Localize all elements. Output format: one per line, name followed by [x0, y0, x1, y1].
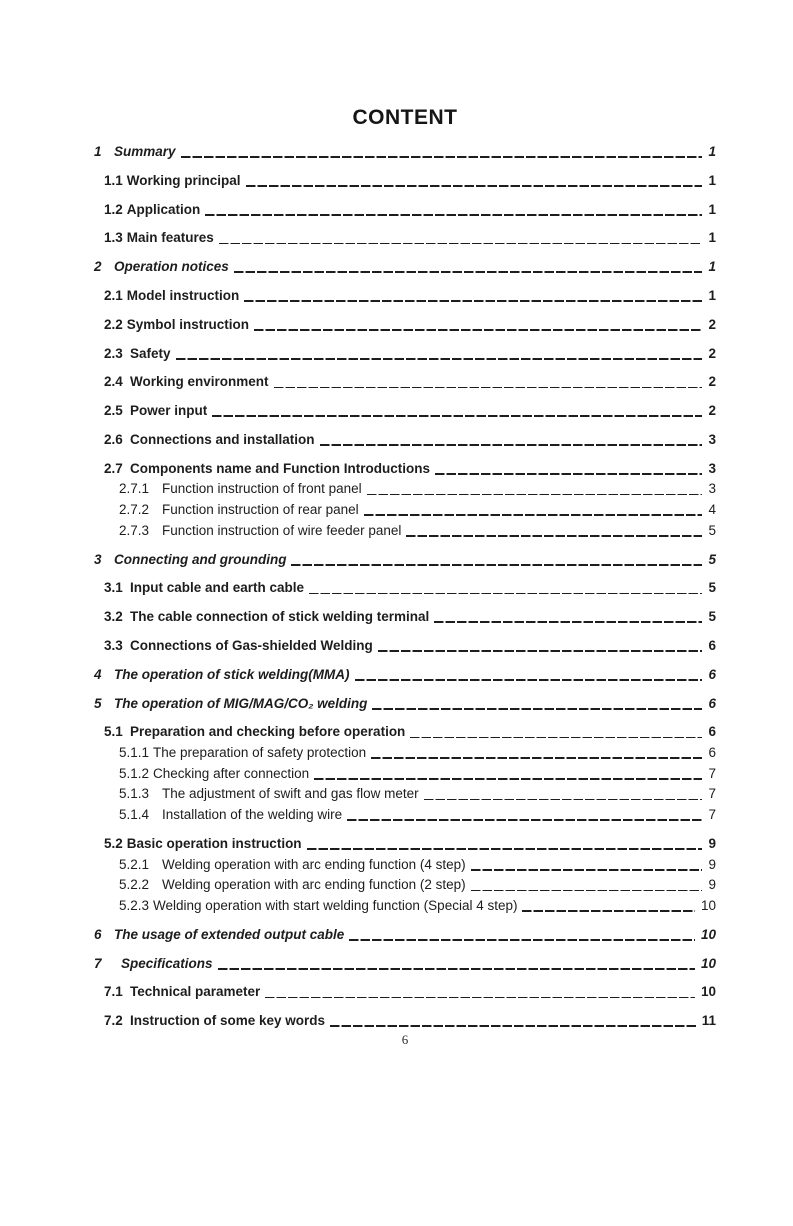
toc-entry	[0, 578, 793, 598]
toc-entry-label: Main features	[126, 230, 214, 246]
toc-entry-page: 5	[708, 580, 716, 596]
toc-entry-label: The operation of MIG/MAG/CO₂ welding	[114, 695, 368, 711]
leader-line	[471, 890, 703, 892]
toc-entry-page: 5	[708, 609, 716, 625]
toc-entry-label: Checking after connection	[153, 765, 310, 781]
leader-line	[234, 271, 703, 273]
toc-entry-number: 2	[94, 259, 102, 275]
leader-line	[309, 593, 702, 595]
toc-entry-number: 2.7.2	[119, 502, 150, 518]
leader-line	[218, 968, 695, 970]
toc-entry-number: 1.3	[104, 230, 123, 246]
toc-entry-label: Function instruction of rear panel	[162, 502, 359, 518]
toc-entry-page: 2	[708, 403, 716, 419]
toc-entry-number: 2.4	[104, 374, 123, 390]
leader-line	[364, 514, 703, 516]
toc-entry-page: 11	[701, 1013, 716, 1029]
toc-entry-page: 3	[708, 431, 716, 447]
leader-line	[372, 708, 702, 710]
leader-line	[355, 679, 703, 681]
toc-entry	[0, 764, 793, 784]
toc-entry-number: 7.2	[104, 1013, 123, 1029]
toc-entry-label: Summary	[114, 144, 176, 159]
toc-entry-number: 5.1.1	[119, 745, 150, 761]
toc-entry-page: 10	[700, 926, 716, 942]
toc-entry	[0, 372, 793, 392]
toc-entry-number: 5.1	[104, 724, 123, 740]
toc-entry	[0, 954, 793, 974]
leader-line	[291, 564, 702, 566]
toc-entry-label: Model instruction	[126, 287, 240, 303]
toc-entry	[0, 315, 793, 335]
toc-entry-page: 6	[708, 666, 716, 682]
toc-entry-number: 4	[94, 666, 102, 682]
leader-line	[347, 819, 702, 821]
toc-entry	[0, 743, 793, 763]
toc-entry-label: The preparation of safety protection	[153, 745, 367, 761]
toc-entry-number: 1	[94, 144, 102, 159]
toc-entry-page: 10	[700, 898, 716, 914]
toc-entry-number: 3.1	[104, 580, 123, 596]
toc-entry	[0, 257, 793, 277]
toc-entry	[0, 228, 793, 248]
toc-entry-label: Working principal	[126, 172, 241, 188]
page-header	[0, 104, 793, 132]
toc-entry-number: 3	[94, 551, 102, 567]
toc-entry-number: 3.2	[104, 609, 123, 625]
leader-line	[471, 869, 703, 871]
toc-entry	[0, 479, 793, 499]
toc-entry-number: 5	[94, 695, 102, 711]
toc-entry-page: 2	[708, 345, 716, 361]
toc-entry-page: 7	[708, 786, 716, 802]
page-title: CONTENT	[352, 106, 458, 129]
toc-entry-label: Components name and Function Introductions	[130, 460, 430, 476]
toc-entry	[0, 636, 793, 656]
toc-entry-page: 5	[708, 522, 716, 538]
toc-entry	[0, 344, 793, 364]
leader-line	[367, 494, 703, 496]
toc-entry-number: 2.7.3	[119, 522, 150, 538]
toc-entry	[0, 550, 793, 570]
toc-entry-page: 1	[708, 287, 716, 303]
toc-entry-label: Preparation and checking before operation	[130, 724, 406, 740]
document-page	[0, 104, 793, 1226]
toc-entry-number: 5.1.2	[119, 765, 150, 781]
toc-entry-page: 6	[708, 745, 716, 761]
toc-entry-number: 5.1.3	[119, 786, 150, 802]
toc-entry	[0, 722, 793, 742]
leader-line	[307, 848, 703, 850]
toc-entry-page: 10	[700, 955, 716, 971]
toc-entry	[0, 500, 793, 520]
toc-entry-label: Application	[126, 201, 201, 217]
leader-line	[181, 156, 703, 158]
leader-line	[434, 621, 702, 623]
toc-entry-number: 2.7.1	[119, 481, 150, 497]
toc-entry	[0, 694, 793, 714]
toc-entry-number: 7.1	[104, 984, 123, 1000]
toc-entry-number: 1.2	[104, 201, 123, 217]
toc-entry-page: 4	[708, 502, 716, 518]
toc-entry-number: 6	[94, 926, 102, 942]
toc-entry	[0, 855, 793, 875]
toc-entry-number: 5.2	[104, 835, 123, 851]
toc-entry-number: 2.7	[104, 460, 123, 476]
leader-line	[205, 214, 702, 216]
toc-entry-page: 9	[708, 856, 716, 872]
toc-entry-label: Technical parameter	[130, 984, 261, 1000]
toc-entry-label: The cable connection of stick welding terminal	[130, 609, 430, 625]
leader-line	[522, 910, 694, 912]
toc-entry	[0, 521, 793, 541]
toc-entry-page: 6	[708, 638, 716, 654]
toc-entry-page: 5	[708, 551, 716, 567]
toc-entry	[0, 607, 793, 627]
toc-entry-page: 2	[708, 316, 716, 332]
toc-entry	[0, 200, 793, 220]
leader-line	[378, 650, 703, 652]
toc-entry	[0, 1011, 793, 1031]
toc-entry	[0, 401, 793, 421]
toc-entry-number: 5.2.2	[119, 877, 150, 893]
toc-entry-label: Specifications	[121, 955, 213, 971]
leader-line	[320, 444, 703, 446]
toc-entry-label: Welding operation with start welding function (Special 4 step)	[153, 898, 518, 914]
toc-entry-label: The usage of extended output cable	[114, 926, 345, 942]
toc-entry-page: 3	[708, 481, 716, 497]
toc-entry-number: 1.1	[104, 172, 123, 188]
toc-entry-number: 2.2	[104, 316, 123, 332]
toc-entry-page: 6	[708, 695, 716, 711]
toc-entry-label: Connecting and grounding	[114, 551, 287, 567]
toc-entry	[0, 834, 793, 854]
toc-entry	[0, 665, 793, 685]
toc-entry	[0, 925, 793, 945]
page-footer	[0, 1032, 793, 1048]
toc-entry	[0, 875, 793, 895]
toc-entry	[0, 982, 793, 1002]
toc-entry-label: Operation notices	[114, 259, 229, 275]
leader-line	[176, 358, 703, 360]
leader-line	[244, 300, 702, 302]
toc-entry	[0, 142, 793, 162]
toc-entry-number: 2.3	[104, 345, 123, 361]
toc-entry-page: 6	[708, 724, 716, 740]
toc-entry-number: 3.3	[104, 638, 123, 654]
leader-line	[265, 997, 695, 999]
toc-entry-label: Connections and installation	[130, 431, 315, 447]
leader-line	[254, 329, 702, 331]
toc-entry	[0, 805, 793, 825]
toc-entry-label: The adjustment of swift and gas flow meter	[162, 786, 419, 802]
toc-entry-number: 2.6	[104, 431, 123, 447]
toc-entry-page: 9	[708, 877, 716, 893]
toc-entry-page: 1	[708, 144, 716, 159]
toc-entry-number: 5.1.4	[119, 807, 150, 823]
toc-entry-label: Power input	[130, 403, 208, 419]
toc-entry	[0, 784, 793, 804]
leader-line	[406, 535, 702, 537]
toc-entry	[0, 459, 793, 479]
toc-entry-page: 9	[708, 835, 716, 851]
toc-entry-label: Input cable and earth cable	[130, 580, 305, 596]
toc-entry-number: 2.5	[104, 403, 123, 419]
toc-entry-page: 3	[708, 460, 716, 476]
toc-entry-page: 1	[708, 201, 716, 217]
toc-entry-label: Welding operation with arc ending function (2 step)	[162, 877, 466, 893]
toc-entry-page: 1	[708, 259, 716, 275]
toc-entry-number: 5.2.3	[119, 898, 150, 914]
toc-entry-page: 10	[700, 984, 716, 1000]
toc-entry-page: 7	[708, 807, 716, 823]
toc-entry-label: Safety	[130, 345, 171, 361]
leader-line	[349, 939, 695, 941]
page-footer-number: 6	[401, 1032, 409, 1048]
leader-line	[424, 799, 703, 801]
leader-line	[219, 243, 703, 245]
toc-entry-number: 5.2.1	[119, 856, 150, 872]
toc-entry-page: 1	[708, 230, 716, 246]
leader-line	[274, 387, 703, 389]
toc-entry-label: Working environment	[130, 374, 269, 390]
toc-entry	[0, 286, 793, 306]
toc-entry	[0, 430, 793, 450]
toc-entry-label: The operation of stick welding(MMA)	[114, 666, 350, 682]
toc-list	[0, 142, 793, 1031]
leader-line	[410, 737, 702, 739]
toc-entry-label: Welding operation with arc ending function (4 step)	[162, 856, 466, 872]
toc-entry-number: 2.1	[104, 287, 123, 303]
toc-entry-page: 2	[708, 374, 716, 390]
toc-entry-label: Connections of Gas-shielded Welding	[130, 638, 373, 654]
leader-line	[246, 185, 703, 187]
toc-entry	[0, 896, 793, 916]
toc-entry-label: Instruction of some key words	[130, 1013, 326, 1029]
toc-entry	[0, 171, 793, 191]
toc-entry-number: 7	[94, 955, 102, 971]
toc-entry-page: 1	[708, 172, 716, 188]
leader-line	[314, 778, 702, 780]
leader-line	[435, 473, 702, 475]
leader-line	[330, 1025, 696, 1027]
toc-entry-label: Basic operation instruction	[126, 835, 302, 851]
toc-entry-label: Symbol instruction	[126, 316, 250, 332]
leader-line	[212, 415, 702, 417]
toc-entry-label: Function instruction of front panel	[162, 481, 362, 497]
toc-entry-label: Function instruction of wire feeder panel	[162, 522, 402, 538]
leader-line	[371, 757, 702, 759]
toc-entry-page: 7	[708, 765, 716, 781]
toc-entry-label: Installation of the welding wire	[162, 807, 343, 823]
